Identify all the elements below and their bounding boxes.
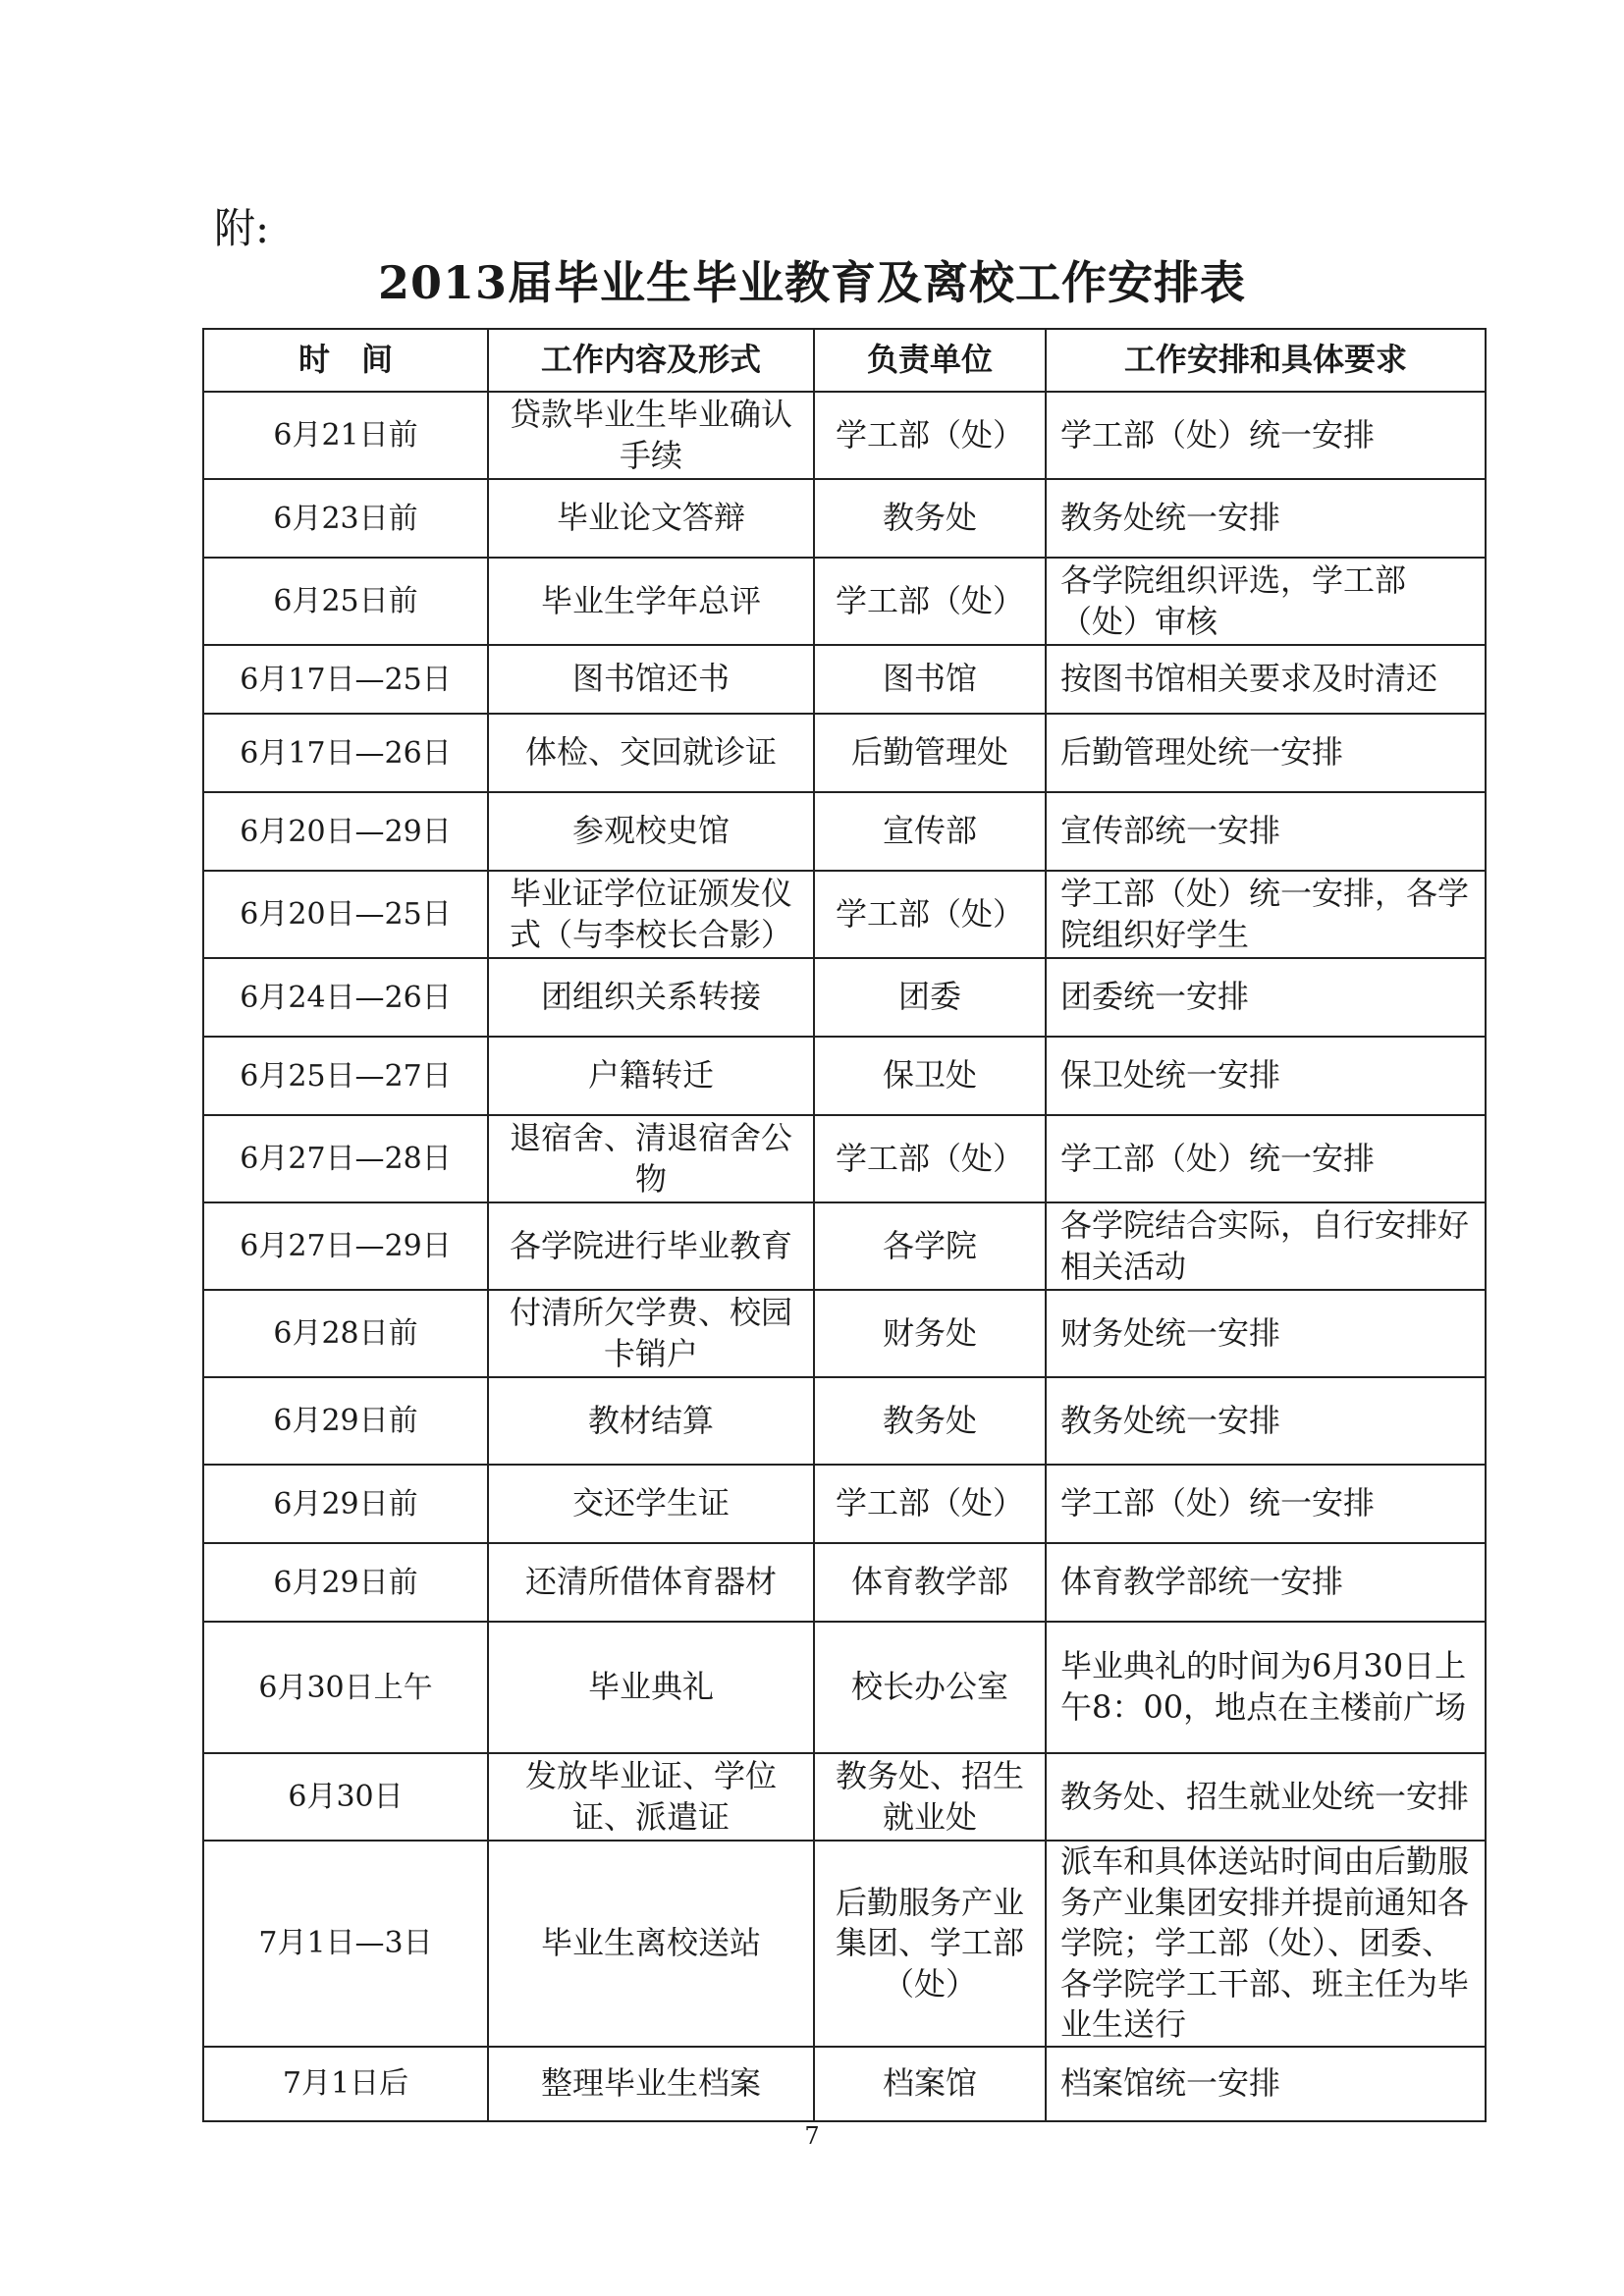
- row-time: 6月20日—29日: [203, 792, 488, 871]
- table-row: [203, 1115, 1486, 1202]
- row-time: 6月21日前: [203, 392, 488, 479]
- row-unit: 学工部（处）: [814, 1465, 1046, 1543]
- row-time: 6月29日前: [203, 1465, 488, 1543]
- schedule-table: [202, 328, 1487, 2122]
- row-unit: 保卫处: [814, 1037, 1046, 1115]
- appendix-label: 附:: [214, 204, 270, 252]
- table-row: [203, 1202, 1486, 1290]
- row-unit: 团委: [814, 958, 1046, 1037]
- row-time: 6月29日前: [203, 1377, 488, 1465]
- row-requirement: 教务处、招生就业处统一安排: [1046, 1753, 1486, 1841]
- row-unit: 教务处: [814, 479, 1046, 558]
- row-requirement: 教务处统一安排: [1046, 479, 1486, 558]
- row-time: 6月17日—25日: [203, 645, 488, 714]
- row-content: 还清所借体育器材: [488, 1543, 814, 1622]
- table-row: [203, 1543, 1486, 1622]
- row-requirement: 学工部（处）统一安排: [1046, 1115, 1486, 1202]
- table-row: [203, 958, 1486, 1037]
- row-unit: 体育教学部: [814, 1543, 1046, 1622]
- row-time: 6月17日—26日: [203, 714, 488, 792]
- row-requirement: 学工部（处）统一安排: [1046, 392, 1486, 479]
- row-unit: 宣传部: [814, 792, 1046, 871]
- row-requirement: 学工部（处）统一安排，各学院组织好学生: [1046, 871, 1486, 958]
- row-requirement: 各学院结合实际，自行安排好相关活动: [1046, 1202, 1486, 1290]
- table-row: [203, 479, 1486, 558]
- row-requirement: 教务处统一安排: [1046, 1377, 1486, 1465]
- table-row: [203, 1622, 1486, 1753]
- row-time: 6月27日—28日: [203, 1115, 488, 1202]
- table-row: [203, 1290, 1486, 1377]
- row-time: 6月30日上午: [203, 1622, 488, 1753]
- row-content: 交还学生证: [488, 1465, 814, 1543]
- row-requirement: 体育教学部统一安排: [1046, 1543, 1486, 1622]
- table-row: [203, 1377, 1486, 1465]
- page-number: 7: [804, 2122, 820, 2150]
- table-row: [203, 1465, 1486, 1543]
- row-time: 6月20日—25日: [203, 871, 488, 958]
- table-row: [203, 1753, 1486, 1841]
- row-time: 6月25日前: [203, 558, 488, 645]
- row-unit: 后勤管理处: [814, 714, 1046, 792]
- row-time: 6月23日前: [203, 479, 488, 558]
- row-content: 团组织关系转接: [488, 958, 814, 1037]
- row-requirement: 毕业典礼的时间为6月30日上午8：00，地点在主楼前广场: [1046, 1622, 1486, 1753]
- row-content: 参观校史馆: [488, 792, 814, 871]
- row-content: 毕业典礼: [488, 1622, 814, 1753]
- row-unit: 教务处、招生就业处: [814, 1753, 1046, 1841]
- row-time: 6月30日: [203, 1753, 488, 1841]
- table-row: [203, 1841, 1486, 2047]
- table-row: [203, 1037, 1486, 1115]
- row-requirement: 按图书馆相关要求及时清还: [1046, 645, 1486, 714]
- row-content: 毕业生学年总评: [488, 558, 814, 645]
- row-unit: 学工部（处）: [814, 558, 1046, 645]
- row-requirement: 财务处统一安排: [1046, 1290, 1486, 1377]
- header-unit: 负责单位: [814, 329, 1046, 392]
- row-time: 6月24日—26日: [203, 958, 488, 1037]
- row-unit: 学工部（处）: [814, 392, 1046, 479]
- table-row: [203, 714, 1486, 792]
- row-content: 付清所欠学费、校园卡销户: [488, 1290, 814, 1377]
- row-content: 户籍转迁: [488, 1037, 814, 1115]
- row-requirement: 档案馆统一安排: [1046, 2047, 1486, 2121]
- row-content: 图书馆还书: [488, 645, 814, 714]
- row-content: 毕业论文答辩: [488, 479, 814, 558]
- table-row: [203, 792, 1486, 871]
- row-content: 各学院进行毕业教育: [488, 1202, 814, 1290]
- page-title: 2013届毕业生毕业教育及离校工作安排表: [377, 256, 1247, 309]
- table-row: [203, 2047, 1486, 2121]
- row-requirement: 团委统一安排: [1046, 958, 1486, 1037]
- row-unit: 教务处: [814, 1377, 1046, 1465]
- row-unit: 档案馆: [814, 2047, 1046, 2121]
- row-requirement: 宣传部统一安排: [1046, 792, 1486, 871]
- row-content: 体检、交回就诊证: [488, 714, 814, 792]
- row-unit: 学工部（处）: [814, 871, 1046, 958]
- row-content: 贷款毕业生毕业确认手续: [488, 392, 814, 479]
- row-requirement: 保卫处统一安排: [1046, 1037, 1486, 1115]
- table-row: [203, 871, 1486, 958]
- row-unit: 校长办公室: [814, 1622, 1046, 1753]
- row-content: 毕业生离校送站: [488, 1841, 814, 2047]
- row-unit: 财务处: [814, 1290, 1046, 1377]
- row-unit: 图书馆: [814, 645, 1046, 714]
- row-requirement: 派车和具体送站时间由后勤服务产业集团安排并提前通知各学院；学工部（处）、团委、各学院学工干部、班主任为毕业生送行: [1046, 1841, 1486, 2047]
- row-content: 发放毕业证、学位证、派遣证: [488, 1753, 814, 1841]
- header-requirement: 工作安排和具体要求: [1046, 329, 1486, 392]
- row-time: 6月29日前: [203, 1543, 488, 1622]
- row-time: 7月1日—3日: [203, 1841, 488, 2047]
- header-content: 工作内容及形式: [488, 329, 814, 392]
- row-time: 6月28日前: [203, 1290, 488, 1377]
- row-time: 6月25日—27日: [203, 1037, 488, 1115]
- table-row: [203, 392, 1486, 479]
- row-requirement: 后勤管理处统一安排: [1046, 714, 1486, 792]
- row-requirement: 学工部（处）统一安排: [1046, 1465, 1486, 1543]
- row-requirement: 各学院组织评选，学工部（处）审核: [1046, 558, 1486, 645]
- row-unit: 各学院: [814, 1202, 1046, 1290]
- table-header-row: [203, 329, 1486, 392]
- table-row: [203, 645, 1486, 714]
- header-time: 时 间: [203, 329, 488, 392]
- row-unit: 学工部（处）: [814, 1115, 1046, 1202]
- table-row: [203, 558, 1486, 645]
- row-time: 6月27日—29日: [203, 1202, 488, 1290]
- row-content: 退宿舍、清退宿舍公物: [488, 1115, 814, 1202]
- row-content: 整理毕业生档案: [488, 2047, 814, 2121]
- row-time: 7月1日后: [203, 2047, 488, 2121]
- row-content: 毕业证学位证颁发仪式（与李校长合影）: [488, 871, 814, 958]
- row-unit: 后勤服务产业集团、学工部（处）: [814, 1841, 1046, 2047]
- row-content: 教材结算: [488, 1377, 814, 1465]
